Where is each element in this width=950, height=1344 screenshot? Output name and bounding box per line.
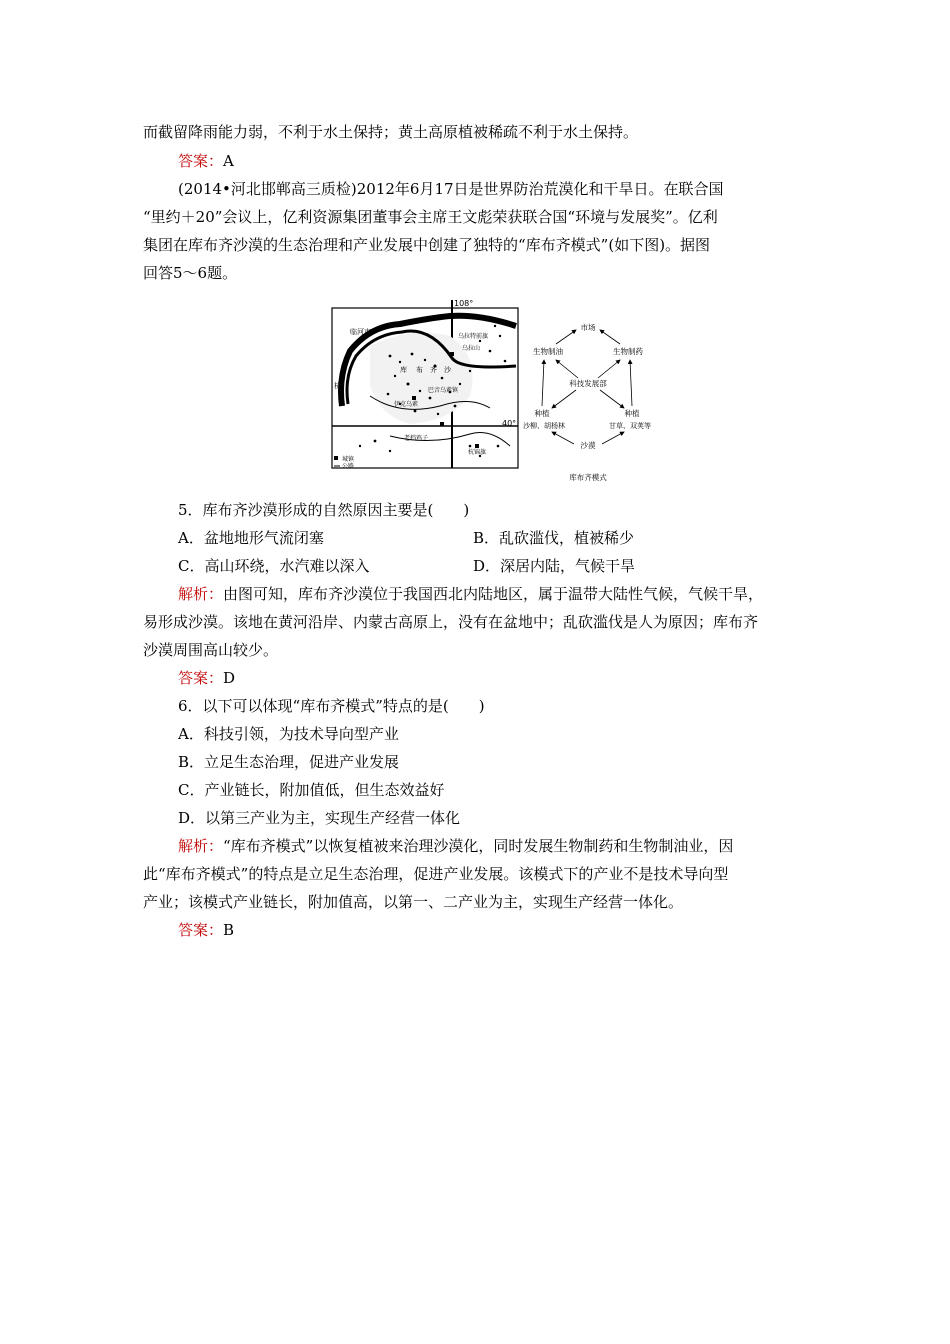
q6-explanation-line: [178, 836, 850, 856]
answer-value: B: [223, 921, 235, 939]
latitude-label: 40°: [502, 419, 517, 428]
answer-value: D: [223, 669, 236, 687]
node-plant-left: 种植: [534, 409, 550, 418]
explanation-text: “库布齐模式”以恢复植被来治理沙漠化，同时发展生物制药和生物制油业，因: [223, 837, 734, 855]
text-line: (2014•河北邯郸高三质检)2012年6月17日是世界防治荒漠化和干旱日。在联合国: [178, 180, 724, 198]
kubuqi-mode-diagram: [523, 322, 651, 482]
map-label: 布: [416, 366, 423, 374]
q6-option-d: D．以第三产业为主，实现生产经营一体化: [178, 809, 461, 827]
answer-label: 答案：: [178, 152, 224, 170]
map-label: 临河市: [350, 328, 371, 336]
node-bio-oil: 生物制油: [533, 347, 563, 356]
longitude-label: 108°: [454, 299, 474, 308]
figure: [330, 296, 690, 488]
q5-option-b: B．乱砍滥伐，植被稀少: [473, 529, 635, 547]
map-label: 老档鸡子: [404, 435, 429, 442]
q6-option-c: C．产业链长，附加值低，但生态效益好: [178, 781, 445, 799]
q5-option-c: C．高山环绕，水汽难以深入: [178, 557, 370, 575]
q5-option-a: A．盆地地形气流闭塞: [178, 529, 324, 547]
map-label: 库: [400, 366, 407, 374]
q5-option-d: D．深居内陆，气候干旱: [473, 557, 636, 575]
map-label: 杭锦旗: [468, 449, 487, 456]
legend-road: 公路: [342, 463, 355, 470]
q5-explanation-line: [178, 584, 850, 604]
explanation-label: 解析：: [178, 837, 224, 855]
q6-answer-line: [178, 920, 850, 940]
text-line: 回答5～6题。: [143, 264, 238, 282]
node-desert: 沙漠: [580, 441, 596, 450]
node-plant-right-sub: 甘草、双荚等: [609, 422, 651, 430]
explanation-label: 解析：: [178, 585, 224, 603]
node-plant-right: 种植: [624, 409, 640, 418]
q6-explanation-line: 此“库布齐模式”的特点是立足生态治理，促进产业发展。该模式下的产业不是技术导向型: [143, 865, 729, 883]
map-label: 伊克乌素: [394, 401, 419, 408]
node-market: 市场: [580, 323, 596, 332]
q6-explanation-line: 产业；该模式产业链长，附加值高，以第一、二产业为主，实现生产经营一体化。: [143, 893, 684, 911]
text-line: “里约＋20”会议上，亿利资源集团董事会主席王文彪荣获联合国“环境与发展奖”。亿利: [143, 208, 718, 226]
q5-explanation-line: 沙漠周围高山较少。: [143, 641, 279, 659]
q6-option-b: B．立足生态治理，促进产业发展: [178, 753, 400, 771]
answer-label: 答案：: [178, 921, 224, 939]
node-bio-pharma: 生物制药: [613, 347, 643, 356]
answer-label: 答案：: [178, 669, 224, 687]
map-label: 乌拉山: [462, 345, 481, 352]
q6-option-a: A．科技引领，为技术导向型产业: [178, 725, 399, 743]
map-label: 齐: [430, 366, 437, 374]
explanation-text: 由图可知，库布齐沙漠位于我国西北内陆地区，属于温带大陆性气候，气候干旱，: [223, 585, 764, 603]
map-label: 乌拉特前旗: [458, 333, 489, 340]
node-tech-center: 科技发展部: [569, 379, 607, 388]
kubuqi-map: [332, 299, 518, 470]
map-label: 杭: [334, 382, 341, 390]
map-label: 巴音乌素镇: [428, 387, 459, 394]
text-line: 集团在库布齐沙漠的生态治理和产业发展中创建了独特的“库布齐模式”(如下图)。据图: [143, 236, 711, 254]
diagram-caption: 库布齐模式: [569, 473, 607, 482]
legend-town: 城镇: [342, 456, 355, 463]
node-plant-left-sub: 沙柳、胡杨林: [523, 422, 565, 430]
answer-line: [178, 151, 850, 171]
q5-answer-line: [178, 668, 850, 688]
map-label: 沙: [444, 366, 451, 374]
q5-explanation-line: 易形成沙漠。该地在黄河沿岸、内蒙古高原上，没有在盆地中；乱砍滥伐是人为原因；库布齐: [143, 613, 759, 631]
answer-value: A: [223, 152, 234, 170]
question-6-stem: 6．以下可以体现“库布齐模式”特点的是( ): [178, 697, 485, 715]
question-5-stem: 5．库布齐沙漠形成的自然原因主要是( ): [178, 501, 470, 519]
text-line: 而截留降雨能力弱，不利于水土保持；黄土高原植被稀疏不利于水土保持。: [143, 123, 639, 141]
